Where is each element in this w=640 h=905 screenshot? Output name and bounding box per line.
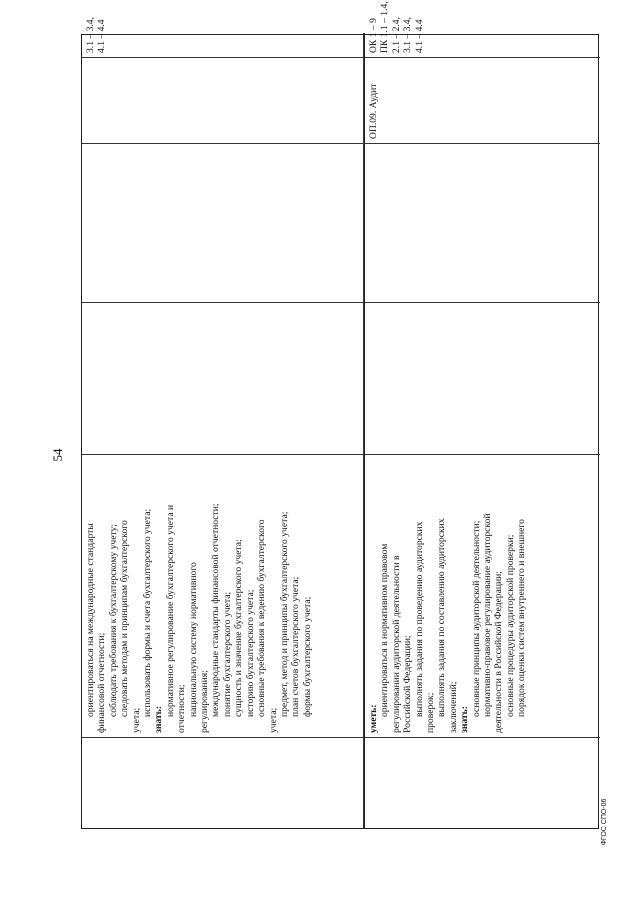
table-cell-discipline: [82, 57, 364, 143]
table-cell-hours-max: [82, 302, 364, 454]
cell-text-line: ПК 1.1 – 1.4,: [379, 1, 391, 53]
cell-text-line: ориентироваться в нормативном правовом: [379, 543, 391, 717]
cell-text-line: 3.1 – 3.4,: [85, 17, 96, 53]
table-cell-hours-required: [82, 143, 364, 302]
table-cell-competencies: [364, 454, 600, 737]
cell-text-line: проверок;: [425, 692, 437, 733]
cell-text-line: порядок оценки систем внутреннего и внешнего: [516, 519, 528, 717]
table-cell-hours-required: [364, 143, 600, 302]
cell-text-line: план счетов бухгалтерского учета;: [290, 576, 302, 717]
cell-text-line: учета;: [130, 707, 142, 733]
table-cell-competencies: [82, 454, 364, 737]
footer-document-code: ФГОС СПО-06: [601, 798, 608, 846]
cell-text-line: Российской Федерации;: [402, 635, 414, 733]
cell-text-line: сущность и значение бухгалтерского учета;: [233, 539, 245, 717]
cell-text-line: нормативное регулирование бухгалтерского учета и: [164, 504, 176, 717]
cell-text-line: ориентироваться на международные стандарты: [85, 523, 96, 717]
page-number: 54: [50, 448, 65, 462]
cell-text-line: 3.1 – 3.4,: [402, 17, 414, 53]
cell-text-line: учета;: [267, 707, 279, 733]
table-cell-codes: [82, 17, 364, 57]
cell-text-line: выполнять задания по составлению аудиторских: [436, 518, 448, 717]
cell-text-line: 4.1 – 4.4: [413, 19, 425, 53]
cell-text-line: знать:: [459, 706, 471, 733]
cell-text-line: отчетности;: [176, 684, 188, 733]
table-cell-discipline: [364, 57, 600, 143]
cell-text-line: ОК 1 – 9: [368, 18, 379, 53]
cell-text-line: выполнять задания по проведению аудиторских: [413, 521, 425, 717]
cell-text-line: историю бухгалтерского учета;: [244, 589, 256, 717]
document-table-container: [81, 1, 599, 829]
cell-text-line: уметь:: [368, 704, 379, 733]
cell-text-line: 4.1 – 4.4: [96, 19, 108, 53]
cell-text-line: формы бухгалтерского учета;: [301, 596, 313, 717]
cell-text-line: основные принципы аудиторской деятельности;: [470, 520, 482, 717]
document-table: [81, 1, 599, 829]
cell-text-line: национальную систему нормативного: [187, 562, 199, 717]
cell-text-line: основные требования к ведению бухгалтерского: [256, 519, 268, 717]
cell-text-line: регулировании аудиторской деятельности в: [390, 555, 402, 733]
table-cell-hours-max: [364, 302, 600, 454]
table-cell-index: [82, 737, 364, 828]
cell-text-line: 2.1 – 2.4,: [390, 17, 402, 53]
cell-text-line: нормативно-правовое регулирование аудиторской: [482, 513, 494, 717]
cell-text-line: финансовой отчетности;: [96, 632, 108, 733]
cell-text-line: соблюдать требования к бухгалтерскому учету;: [107, 524, 119, 717]
cell-text-line: знать:: [153, 706, 165, 733]
cell-text-line: основные процедуры аудиторской проверки;: [504, 534, 516, 717]
cell-text-line: следовать методам и принципам бухгалтерского: [119, 520, 131, 717]
cell-text-line: использовать формы и счета бухгалтерского учета;: [142, 508, 154, 717]
cell-text-line: международные стандарты финансовой отчетности;: [210, 503, 222, 717]
cell-text-line: понятие бухгалтерского учета;: [221, 591, 233, 717]
cell-text-line: ОП.09. Аудит: [368, 83, 379, 139]
table-cell-codes: [364, 1, 600, 57]
cell-text-line: регулирования;: [199, 670, 211, 733]
cell-text-line: предмет, метод и принципы бухгалтерского учета;: [278, 511, 290, 717]
cell-text-line: заключений;: [447, 681, 459, 733]
cell-text-line: деятельности в Российской Федерации;: [493, 571, 505, 733]
table-cell-index: [364, 737, 600, 828]
